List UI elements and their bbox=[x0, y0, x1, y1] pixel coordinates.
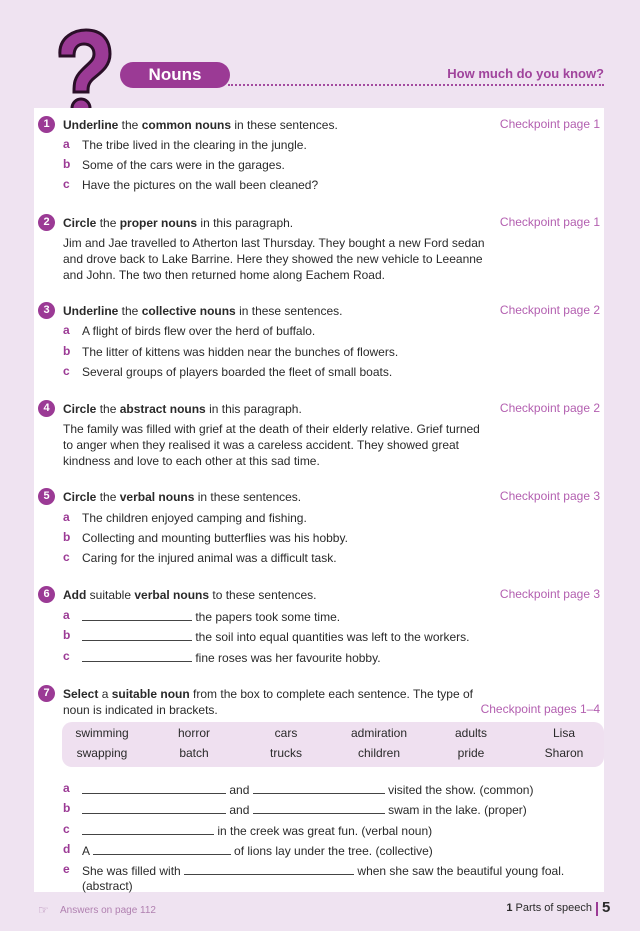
item-label: c bbox=[63, 177, 70, 191]
answer-blank[interactable] bbox=[82, 628, 192, 641]
item-label: a bbox=[63, 510, 70, 524]
paragraph-line: Jim and Jae travelled to Atherton last Thursday. They bought a new Ford sedan bbox=[63, 236, 485, 250]
question-instruction: Add suitable verbal nouns to these sentences. bbox=[63, 588, 317, 602]
answer-blank[interactable] bbox=[82, 649, 192, 662]
title-divider bbox=[228, 84, 604, 86]
checkpoint-link[interactable]: Checkpoint pages 1–4 bbox=[480, 702, 600, 716]
word-option: swapping bbox=[76, 746, 128, 760]
item-text: The children enjoyed camping and fishing. bbox=[82, 511, 307, 525]
item-text: Several groups of players boarded the fleet of small boats. bbox=[82, 365, 393, 379]
word-option: adults bbox=[454, 726, 488, 740]
item-text: Collecting and mounting butterflies was his hobby. bbox=[82, 531, 348, 545]
checkpoint-link[interactable]: Checkpoint page 1 bbox=[499, 117, 600, 131]
answer-blank[interactable] bbox=[82, 608, 192, 621]
word-option: batch bbox=[179, 746, 209, 760]
item-label: a bbox=[63, 781, 70, 795]
question-instruction: Select a suitable noun from the box to complete each sentence. The type of bbox=[63, 687, 473, 701]
fill-sentence: and swam in the lake. (proper) bbox=[82, 801, 527, 818]
answer-blank[interactable] bbox=[93, 842, 231, 855]
item-label: b bbox=[63, 801, 71, 815]
item-text: Caring for the injured animal was a difficult task. bbox=[82, 551, 337, 565]
word-option: trucks bbox=[269, 746, 302, 760]
fill-sentence: and visited the show. (common) bbox=[82, 781, 533, 798]
answer-blank[interactable] bbox=[82, 801, 226, 814]
question-number: 3 bbox=[38, 302, 55, 319]
question-instruction: Circle the proper nouns in this paragraph. bbox=[63, 216, 294, 230]
answer-blank[interactable] bbox=[184, 862, 354, 875]
checkpoint-link[interactable]: Checkpoint page 2 bbox=[499, 401, 600, 415]
item-label: d bbox=[63, 842, 71, 856]
question-instruction-line2: noun is indicated in brackets. bbox=[63, 703, 218, 717]
item-text: Some of the cars were in the garages. bbox=[82, 158, 285, 172]
item-label: b bbox=[63, 157, 71, 171]
fill-sentence: A of lions lay under the tree. (collective) bbox=[82, 844, 433, 858]
paragraph-line: and John. The two then returned home along Eachem Road. bbox=[63, 268, 385, 282]
item-text: The tribe lived in the clearing in the jungle. bbox=[82, 138, 307, 152]
fill-sentence: the soil into equal quantities was left to the workers. bbox=[82, 628, 470, 645]
item-label: a bbox=[63, 137, 70, 151]
word-option: children bbox=[357, 746, 401, 760]
question-instruction: Underline the collective nouns in these sentences. bbox=[63, 304, 343, 318]
item-label: b bbox=[63, 344, 71, 358]
question-number: 6 bbox=[38, 586, 55, 603]
checkpoint-link[interactable]: Checkpoint page 3 bbox=[499, 587, 600, 601]
question-instruction: Circle the abstract nouns in this paragraph. bbox=[63, 402, 302, 416]
item-label: b bbox=[63, 530, 71, 544]
word-option: cars bbox=[274, 726, 298, 740]
word-option: admiration bbox=[350, 726, 408, 740]
paragraph-line: to anger when they realised it was a careless accident. They showed great bbox=[63, 438, 459, 452]
item-label: c bbox=[63, 550, 70, 564]
answers-reference[interactable]: Answers on page 112 bbox=[60, 905, 156, 916]
page-number: 5 bbox=[602, 899, 611, 916]
question-number: 1 bbox=[38, 116, 55, 133]
item-text: Have the pictures on the wall been cleaned? bbox=[82, 178, 319, 192]
item-text: (abstract) bbox=[82, 879, 133, 893]
item-label: c bbox=[63, 822, 70, 836]
question-instruction: Underline the common nouns in these sentences. bbox=[63, 118, 338, 132]
answer-blank[interactable] bbox=[253, 781, 385, 794]
question-number: 5 bbox=[38, 488, 55, 505]
item-label: a bbox=[63, 608, 70, 622]
word-option: Sharon bbox=[544, 746, 584, 760]
item-label: b bbox=[63, 628, 71, 642]
checkpoint-link[interactable]: Checkpoint page 2 bbox=[499, 303, 600, 317]
fill-sentence: the papers took some time. bbox=[82, 608, 340, 625]
unit-label: 1 Parts of speech bbox=[506, 902, 592, 914]
page-subtitle: How much do you know? bbox=[447, 66, 604, 81]
answer-blank[interactable] bbox=[82, 822, 214, 835]
fill-sentence: She was filled with when she saw the beautiful young foal. bbox=[82, 864, 565, 878]
page-divider bbox=[596, 902, 598, 916]
question-number: 2 bbox=[38, 214, 55, 231]
checkpoint-link[interactable]: Checkpoint page 3 bbox=[499, 489, 600, 503]
checkpoint-link[interactable]: Checkpoint page 1 bbox=[499, 215, 600, 229]
item-text: The litter of kittens was hidden near the bunches of flowers. bbox=[82, 345, 399, 359]
question-number: 7 bbox=[38, 685, 55, 702]
word-option: pride bbox=[457, 746, 485, 760]
page-title: Nouns bbox=[120, 62, 230, 88]
question-number: 4 bbox=[38, 400, 55, 417]
paragraph-line: and drove back to Lake Barrine. Here they showed the new vehicle to Leeanne bbox=[63, 252, 483, 266]
fill-sentence: in the creek was great fun. (verbal noun) bbox=[82, 822, 432, 839]
item-label: e bbox=[63, 862, 70, 876]
answer-blank[interactable] bbox=[82, 781, 226, 794]
fill-sentence: fine roses was her favourite hobby. bbox=[82, 649, 381, 666]
paragraph-line: kindness and love to each other at this sad time. bbox=[63, 454, 320, 468]
word-option: Lisa bbox=[552, 726, 575, 740]
pointing-hand-icon: ☞ bbox=[38, 903, 49, 917]
word-option: horror bbox=[177, 726, 210, 740]
item-label: c bbox=[63, 364, 70, 378]
paragraph-line: The family was filled with grief at the death of their elderly relative. Grief turned bbox=[63, 422, 480, 436]
question-instruction: Circle the verbal nouns in these sentences. bbox=[63, 490, 302, 504]
item-label: a bbox=[63, 323, 70, 337]
item-label: c bbox=[63, 649, 70, 663]
answer-blank[interactable] bbox=[253, 801, 385, 814]
item-text: A flight of birds flew over the herd of buffalo. bbox=[82, 324, 316, 338]
word-option: swimming bbox=[75, 726, 129, 740]
